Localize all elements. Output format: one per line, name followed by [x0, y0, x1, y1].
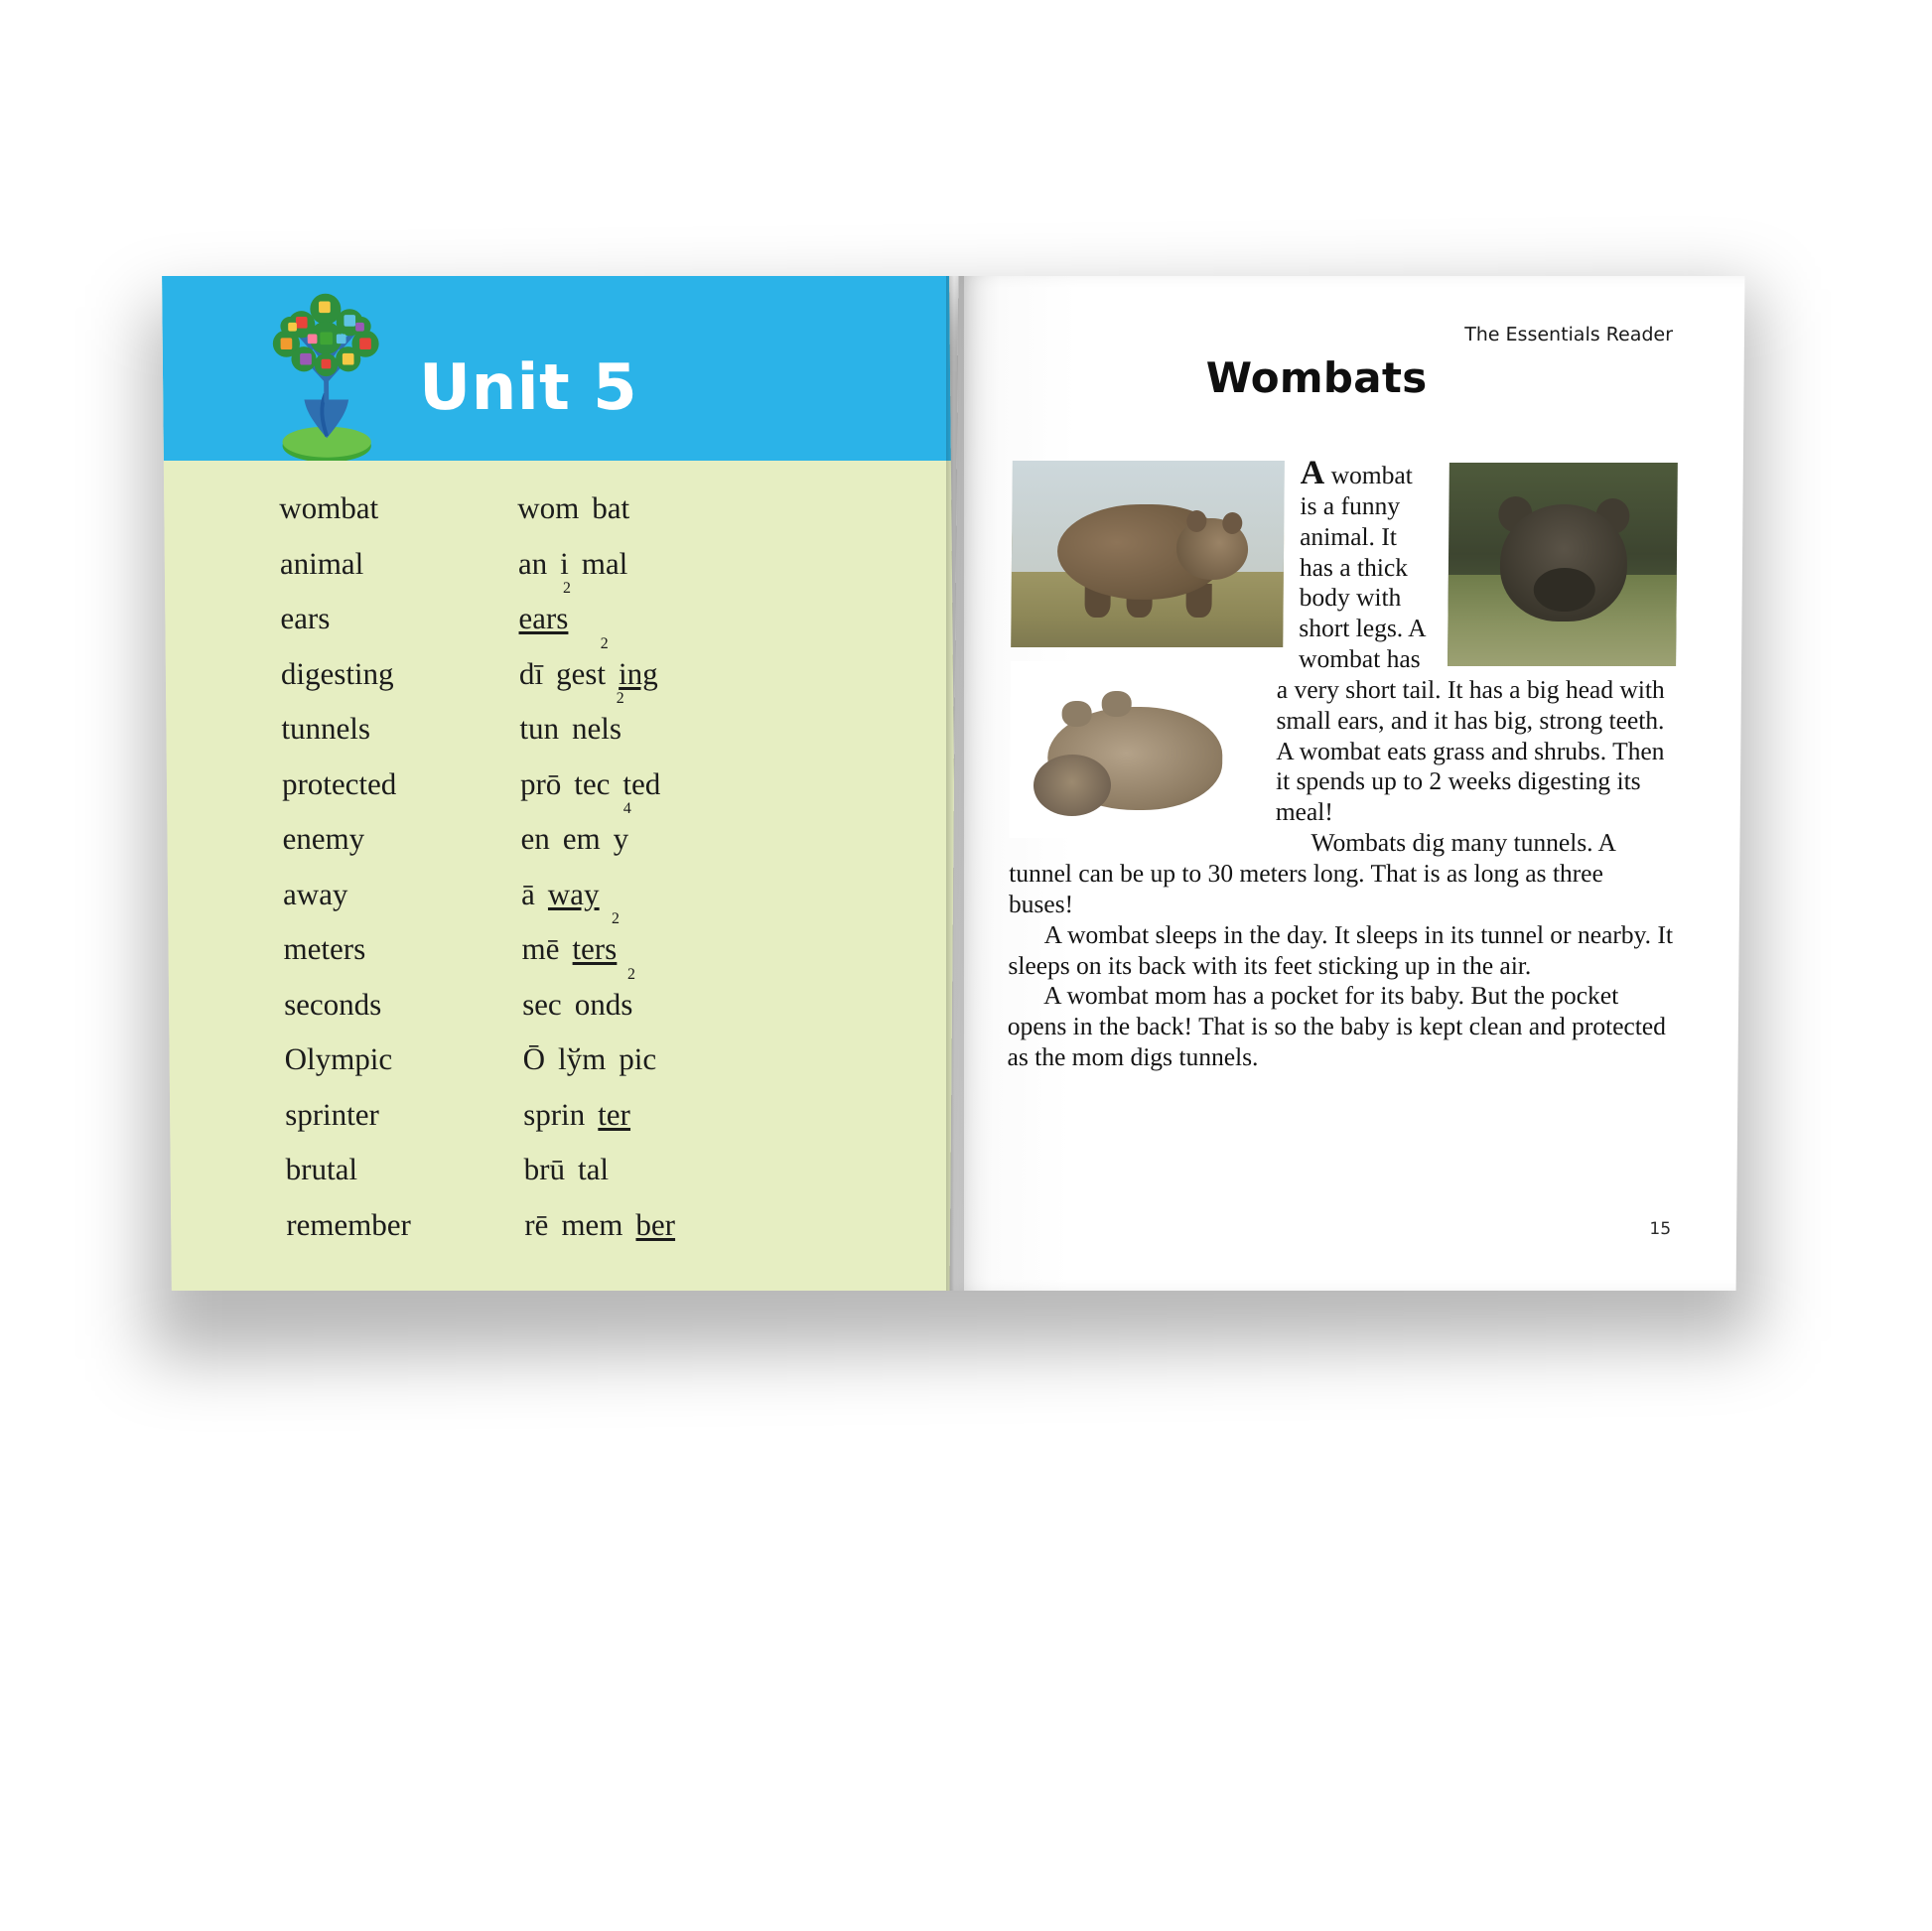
dropcap: A [1300, 455, 1325, 492]
syllable: en [520, 820, 550, 856]
open-book-spread [167, 276, 1740, 1291]
syllable: ā [520, 876, 535, 911]
word-plain: animal [279, 545, 364, 581]
word-syllables [518, 634, 658, 692]
syllable: i [559, 545, 569, 581]
syllable: mal [581, 545, 628, 581]
word-syllables [521, 965, 636, 1022]
syllable: an [517, 545, 548, 581]
syllable: wom [517, 490, 580, 526]
word-syllables [518, 546, 628, 582]
syllable: gest 2 [555, 634, 609, 691]
word-row [166, 634, 954, 711]
word-row [167, 766, 955, 821]
word-plain: seconds [283, 986, 382, 1022]
syllable: ber [635, 1206, 676, 1242]
wombat-standing-photo [1011, 461, 1285, 647]
word-plain: meters [283, 930, 366, 966]
word-row [164, 490, 952, 545]
syllable: onds 2 [574, 965, 636, 1022]
syllable: ter [598, 1096, 631, 1132]
syllable: prō [519, 765, 562, 801]
word-row [170, 1096, 958, 1151]
word-syllables [521, 909, 621, 967]
sound-mark-number: 2 [616, 690, 624, 708]
sound-mark-number: 2 [626, 965, 636, 983]
word-row [169, 1041, 957, 1096]
word-syllables [522, 1041, 656, 1077]
paragraph-1-text: wombat is a funny animal. It has a thick body with short legs. A wombat has a very short tail. It has a big head with small ears, and it has big, strong teeth. A wombat eats grass and shrubs. Then it spends up to 2 weeks digesting its meal! [1275, 461, 1665, 827]
word-syllables [520, 799, 631, 857]
word-row [171, 1152, 959, 1206]
word-plain: wombat [279, 490, 379, 526]
sound-mark-number: 4 [622, 799, 631, 817]
word-row [171, 1206, 959, 1261]
paragraph-2: Wombats dig many tunnels. A tunnel can be up to 30 meters long. That is as long as three buses! [1008, 828, 1615, 918]
syllable: dī [518, 655, 544, 691]
syllable: mē [521, 930, 560, 966]
syllable: em [562, 820, 601, 856]
word-syllables [524, 1152, 610, 1187]
word-row [167, 799, 955, 876]
word-syllables [519, 690, 624, 747]
paragraph-3: A wombat sleeps in the day. It sleeps in its tunnel or nearby. It sleeps on its back with its feet sticking up in the air. [1008, 919, 1674, 980]
syllable: ters 2 [572, 909, 621, 966]
syllable: ing [618, 655, 658, 691]
syllable: Ō [522, 1040, 546, 1076]
syllable: rē [524, 1206, 549, 1242]
syllable: brū [523, 1151, 566, 1186]
unit-title: Unit 5 [418, 351, 638, 426]
syllable: ears 2 [518, 580, 572, 636]
syllable: nels 2 [571, 690, 624, 747]
syllable: tal [577, 1151, 610, 1186]
syllable: sprin [523, 1096, 586, 1132]
word-plain: Olympic [284, 1040, 393, 1076]
word-row [168, 909, 956, 986]
article-body [1007, 457, 1677, 1073]
word-plain: enemy [282, 820, 365, 856]
syllable: pic [619, 1040, 657, 1076]
word-list [164, 461, 959, 1291]
word-row [169, 965, 957, 1040]
unit-header-band [162, 276, 951, 461]
syllable: bat [592, 490, 630, 526]
word-plain: away [282, 876, 348, 911]
word-syllables [524, 1206, 675, 1242]
word-plain: sprinter [284, 1096, 380, 1132]
word-plain: digesting [280, 655, 394, 691]
tree-of-knowledge-icon [243, 276, 409, 465]
syllable: tec [574, 765, 611, 801]
article-title: Wombats [1205, 353, 1428, 403]
word-syllables [517, 490, 629, 526]
word-plain: tunnels [281, 711, 371, 747]
sound-mark-number: 2 [600, 634, 609, 652]
word-plain: brutal [285, 1151, 358, 1186]
syllable: sec [521, 986, 562, 1022]
wombat-face-in-grass-photo [1448, 463, 1678, 666]
word-row [165, 580, 953, 655]
sound-mark-number: 2 [611, 909, 621, 927]
word-plain: ears [280, 601, 331, 636]
word-syllables [523, 1096, 630, 1132]
sound-mark-number: 2 [562, 580, 572, 598]
syllable: way [547, 876, 600, 911]
syllable: mem [561, 1206, 623, 1242]
left-page [162, 276, 959, 1291]
syllable: ted [622, 765, 661, 801]
syllable: lўm [557, 1040, 607, 1076]
word-row [166, 690, 954, 765]
word-row [165, 546, 953, 601]
page-number: 15 [1649, 1218, 1672, 1239]
syllable: tun [519, 711, 560, 747]
word-syllables [521, 876, 600, 911]
word-plain: remember [286, 1206, 412, 1242]
right-page [950, 276, 1745, 1291]
syllable: y 4 [613, 799, 631, 856]
word-syllables [518, 580, 572, 636]
word-syllables [520, 766, 661, 802]
word-plain: protected [281, 765, 397, 801]
paragraph-4: A wombat mom has a pocket for its baby. But the pocket opens in the back! That is so the baby is kept clean and protected as the mom digs tunnels. [1007, 981, 1667, 1072]
running-head: The Essentials Reader [1464, 324, 1674, 346]
wombat-sleeping-on-back-photo [1010, 661, 1260, 838]
word-row [168, 876, 956, 930]
